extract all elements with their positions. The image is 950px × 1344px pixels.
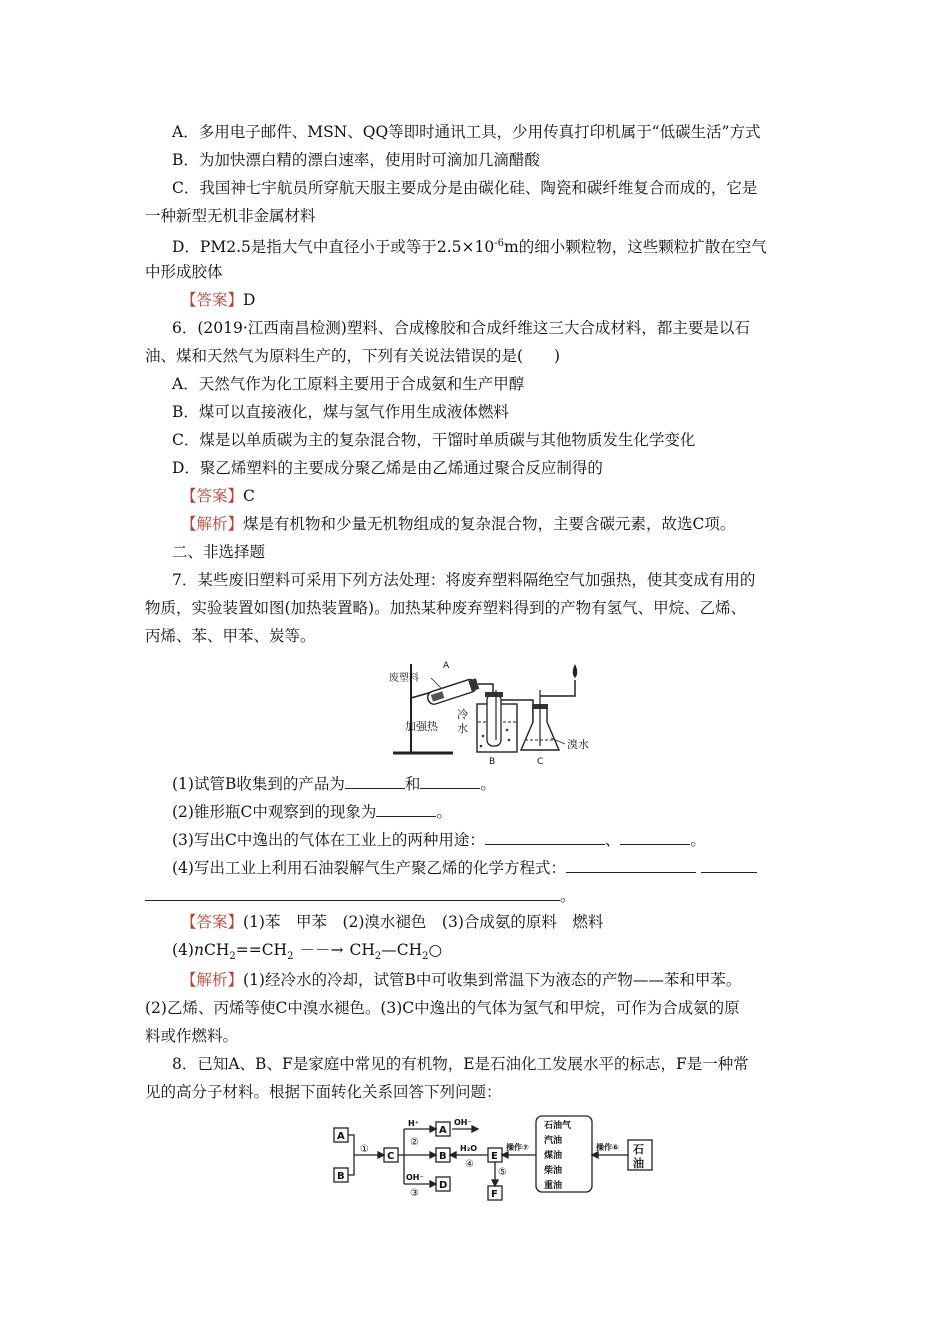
crude-oil-2: 油 <box>633 1157 644 1170</box>
q7-part3 <box>172 829 706 851</box>
q5-d-exponent: -6 <box>494 238 504 249</box>
eq-part: (4) <box>172 941 194 959</box>
eq-arrow: －－→ <box>299 941 344 959</box>
node-b-left: B <box>337 1171 345 1182</box>
step-3: ③ <box>410 1188 419 1199</box>
q7-part2 <box>172 801 452 823</box>
q6-analysis <box>181 513 735 535</box>
q6-answer <box>181 485 255 507</box>
q7-answer-equation <box>172 939 442 968</box>
eq-part: ==CH <box>235 941 288 959</box>
conversion-diagram <box>330 1112 660 1202</box>
label-h2o: H₂O <box>460 1144 477 1153</box>
q7-answer <box>181 911 603 933</box>
q5-d-text-a: D．PM2.5是指大气中直径小于或等于2.5×10 <box>172 238 495 257</box>
analysis-label: 【解析】 <box>181 971 244 989</box>
q7-analysis-line2: (2)乙烯、丙烯等使C中溴水褪色。(3)C中逸出的气体为氢气和甲烷，可作为合成氨的原 <box>145 999 740 1017</box>
answer-blank[interactable] <box>345 774 405 789</box>
q7-part4 <box>172 857 757 879</box>
answer-value: C <box>243 487 255 505</box>
q7-stem-line3: 丙烯、苯、甲苯、炭等。 <box>145 627 316 645</box>
crude-oil-1: 石 <box>633 1143 644 1156</box>
operation-7: 操作⑦ <box>506 1143 529 1152</box>
analysis-label: 【解析】 <box>181 515 244 533</box>
label-a: A <box>443 661 450 671</box>
label-strong-heat: 加强热 <box>405 720 438 733</box>
label-oh: OH⁻ <box>406 1173 424 1182</box>
label-waste-plastic: 废塑料 <box>389 673 419 684</box>
q7-part2-text: (2)锥形瓶C中观察到的现象为 <box>172 803 377 821</box>
answer-value: D <box>243 291 256 309</box>
label-oh-small: OH⁻ <box>454 1118 472 1127</box>
q5-option-c-line1: C．我国神七宇航员所穿航天服主要成分是由碳化硅、陶瓷和碳纤维复合而成的，它是 <box>172 179 758 197</box>
q7-part1-text: (1)试管B收集到的产品为 <box>172 775 345 793</box>
operation-6: 操作⑥ <box>596 1143 619 1152</box>
q7-part4-line2 <box>145 885 576 907</box>
label-c: C <box>537 757 544 767</box>
q5-d-text-b: m的细小颗粒物，这些颗粒扩散在空气 <box>504 238 767 257</box>
eq-n: n <box>193 941 204 959</box>
q7-analysis-line1 <box>181 969 741 991</box>
analysis-text: 煤是有机物和少量无机物组成的复杂混合物，主要含碳元素，故选C项。 <box>243 515 736 533</box>
answer-blank[interactable] <box>485 830 605 845</box>
fraction-gasoline: 汽油 <box>544 1136 563 1146</box>
fraction-gas: 石油气 <box>544 1121 572 1131</box>
q7-part3-sep: 、 <box>604 831 621 849</box>
q7-part4-text: (4)写出工业上利用石油裂解气生产聚乙烯的化学方程式： <box>172 859 566 877</box>
eq-part: CH <box>203 941 230 959</box>
label-cold: 冷 <box>457 708 468 721</box>
eq-sub: 2 <box>422 951 429 963</box>
q5-option-c-line2: 一种新型无机非金属材料 <box>145 207 316 225</box>
q7-part3-end: 。 <box>690 831 706 849</box>
step-2: ② <box>410 1137 419 1148</box>
q5-option-b: B．为加快漂白精的漂白速率，使用时可滴加几滴醋酸 <box>172 151 540 169</box>
eq-sub: 2 <box>287 951 294 963</box>
fraction-heavy-oil: 重油 <box>544 1181 563 1191</box>
q8-stem-line2: 见的高分子材料。根据下面转化关系回答下列问题： <box>145 1083 502 1101</box>
eq-part: CH <box>349 941 375 959</box>
q6-option-a: A．天然气作为化工原料主要用于合成氨和生产甲醇 <box>172 375 525 393</box>
q7-stem-line2: 物质，实验装置如图(加热装置略)。加热某种废弃塑料得到的产物有氢气、甲烷、乙烯、 <box>145 599 747 617</box>
answer-blank[interactable] <box>376 802 436 817</box>
eq-sub: 2 <box>229 951 236 963</box>
answer-label: 【答案】 <box>181 913 244 931</box>
q6-option-c: C．煤是以单质碳为主的复杂混合物，干馏时单质碳与其他物质发生化学变化 <box>172 431 696 449</box>
answer-blank[interactable] <box>420 774 480 789</box>
q5-option-d-line1 <box>172 233 767 258</box>
node-a-left: A <box>337 1131 345 1142</box>
node-d: D <box>439 1180 448 1191</box>
step-4: ④ <box>465 1159 474 1170</box>
answer-label: 【答案】 <box>181 291 244 309</box>
experiment-apparatus-figure <box>383 660 603 768</box>
section-heading: 二、非选择题 <box>172 543 266 561</box>
q6-stem-line2: 油、煤和天然气为原料生产的，下列有关说法错误的是( ) <box>145 347 561 365</box>
q6-option-b: B．煤可以直接液化，煤与氢气作用生成液体燃料 <box>172 403 509 421</box>
fraction-kerosene: 煤油 <box>544 1151 563 1161</box>
q8-stem-line1: 8．已知A、B、F是家庭中常见的有机物，E是石油化工发展水平的标志，F是一种常 <box>172 1055 749 1073</box>
q6-stem-line1: 6．(2019·江西南昌检测)塑料、合成橡胶和合成纤维这三大合成材料，都主要是以石 <box>172 319 750 337</box>
q6-option-d: D．聚乙烯塑料的主要成分聚乙烯是由乙烯通过聚合反应制得的 <box>172 459 603 477</box>
answer-text: (1)苯 甲苯 (2)溴水褪色 (3)合成氨的原料 燃料 <box>243 913 604 931</box>
node-b-right: B <box>439 1151 447 1162</box>
analysis-text: (1)经冷水的冷却，试管B中可收集到常温下为液态的产物——苯和甲苯。 <box>243 971 742 989</box>
eq-sub: 2 <box>374 951 382 963</box>
step-5: ⑤ <box>498 1167 507 1178</box>
label-water: 水 <box>457 722 468 735</box>
answer-blank[interactable] <box>145 886 560 901</box>
q7-stem-line1: 7．某些废旧塑料可采用下列方法处理：将废弃塑料隔绝空气加强热，使其变成有用的 <box>172 571 756 589</box>
q7-analysis-line3: 料或作燃料。 <box>145 1027 239 1045</box>
node-a-right: A <box>439 1125 447 1136</box>
answer-blank[interactable] <box>566 858 696 873</box>
node-e: E <box>491 1151 498 1162</box>
answer-blank[interactable] <box>701 858 757 873</box>
q7-part3-text: (3)写出C中逸出的气体在工业上的两种用途： <box>172 831 485 849</box>
step-1: ① <box>360 1144 369 1155</box>
q7-part4-end: 。 <box>560 887 576 905</box>
q7-part1-end: 。 <box>480 775 496 793</box>
fraction-diesel: 柴油 <box>544 1166 563 1176</box>
answer-blank[interactable] <box>620 830 690 845</box>
answer-label: 【答案】 <box>181 487 244 505</box>
node-c: C <box>387 1151 395 1162</box>
label-b: B <box>489 757 496 767</box>
q5-option-a: A．多用电子邮件、MSN、QQ等即时通讯工具，少用传真打印机属于“低碳生活”方式 <box>172 123 761 141</box>
q5-option-d-line2: 中形成胶体 <box>145 263 223 281</box>
eq-part: —CH <box>381 941 423 959</box>
q7-part1-and: 和 <box>404 775 421 793</box>
label-bromine-water: 溴水 <box>567 738 589 751</box>
label-hplus: H⁺ <box>408 1119 419 1128</box>
node-f: F <box>491 1189 498 1200</box>
q5-answer <box>181 289 255 311</box>
eq-part: ○ <box>428 941 443 959</box>
q7-part1 <box>172 773 496 795</box>
q7-part2-end: 。 <box>436 803 452 821</box>
